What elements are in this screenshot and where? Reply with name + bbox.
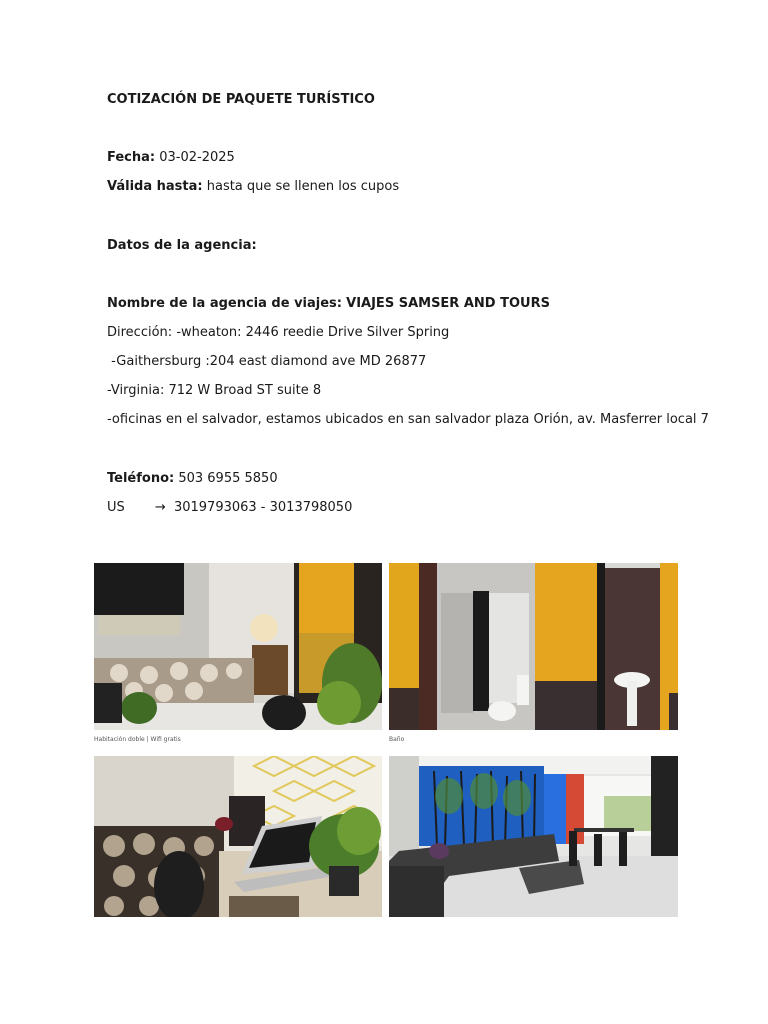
gaithersburg-line: -Gaithersburg :204 east diamond ave MD 26877	[107, 354, 427, 369]
us-phone-line	[107, 499, 352, 517]
fecha-value: 03-02-2025	[159, 150, 235, 165]
telefono-label: Teléfono:	[107, 471, 175, 486]
agencia-value: VIAJES SAMSER AND TOURS	[346, 296, 550, 311]
valida-value: hasta que se llenen los cupos	[206, 179, 400, 194]
agencia-label: Nombre de la agencia de viajes:	[107, 296, 342, 311]
telefono-line	[107, 470, 278, 488]
living-room-photo	[389, 756, 678, 917]
virginia-line: -Virginia: 712 W Broad ST suite 8	[107, 383, 322, 398]
direccion-value: -wheaton: 2446 reedie Drive Silver Spring	[176, 325, 450, 340]
document-title: COTIZACIÓN DE PAQUETE TURÍSTICO	[107, 92, 375, 107]
fecha-label: Fecha:	[107, 150, 156, 165]
arrow-right-icon: →	[154, 500, 166, 515]
direccion-line	[107, 324, 449, 342]
caption-bano: Baño	[389, 736, 405, 743]
agencia-line	[107, 295, 550, 313]
direccion-label: Dirección:	[107, 325, 173, 340]
telefono-value: 503 6955 5850	[178, 471, 278, 486]
valida-line	[107, 178, 399, 196]
valida-label: Válida hasta:	[107, 179, 203, 194]
fecha-line	[107, 149, 235, 167]
bathroom-photo	[389, 563, 678, 730]
datos-heading: Datos de la agencia:	[107, 238, 257, 253]
caption-habitacion: Habitación doble | Wifi gratis	[94, 736, 181, 743]
us-label: US	[107, 500, 125, 515]
us-value: 3019793063 - 3013798050	[173, 500, 353, 515]
bedroom-photo	[94, 563, 382, 730]
desk-room-photo	[94, 756, 382, 917]
oficinas-line: -oficinas en el salvador, estamos ubicados en san salvador plaza Orión, av. Masferrer local 7	[107, 412, 709, 427]
